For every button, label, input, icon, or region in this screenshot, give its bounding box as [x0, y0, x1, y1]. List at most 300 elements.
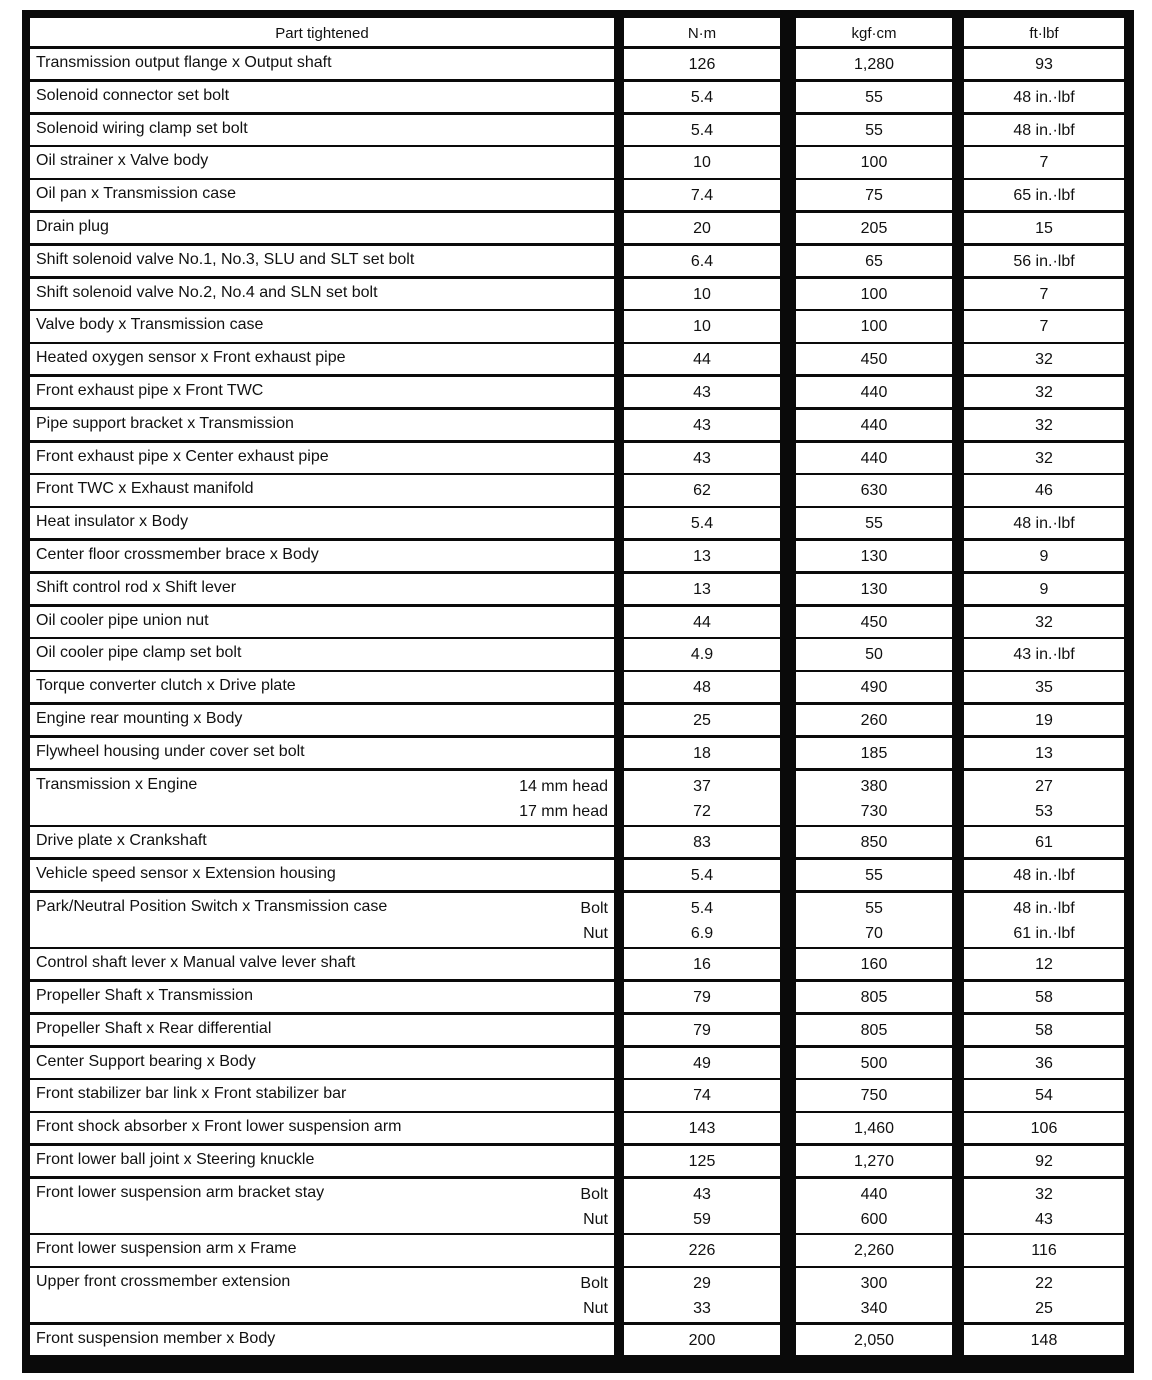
ftlbf-cell [964, 49, 1124, 79]
ftlbf-value: 7 [1039, 318, 1049, 336]
ftlbf-value: 27 [1035, 777, 1053, 795]
nm-cell [624, 1048, 780, 1078]
ftlbf-value: 54 [1035, 1087, 1053, 1105]
part-name: Front exhaust pipe x Center exhaust pipe [36, 447, 329, 465]
part-name: Front lower suspension arm x Frame [36, 1240, 297, 1258]
kgfcm-cell [796, 475, 952, 505]
kgfcm-cell [796, 860, 952, 890]
ftlbf-value: 61 [1035, 834, 1053, 852]
part-name: Torque converter clutch x Drive plate [36, 677, 296, 695]
table-row [22, 1146, 1134, 1176]
part-name: Front TWC x Exhaust manifold [36, 480, 254, 498]
nm-value: 74 [693, 1087, 711, 1105]
kgfcm-cell [796, 1048, 952, 1078]
kgfcm-value: 1,460 [853, 1120, 895, 1138]
kgfcm-value: 300 [860, 1275, 888, 1293]
ftlbf-value: 32 [1035, 1185, 1053, 1203]
kgfcm-cell [796, 1325, 952, 1355]
table-row [22, 1325, 1134, 1355]
kgfcm-value: 1,270 [853, 1153, 895, 1170]
ftlbf-cell [964, 949, 1124, 979]
table-row [22, 949, 1134, 979]
kgfcm-cell [796, 672, 952, 702]
ftlbf-value: 46 [1035, 482, 1053, 500]
nm-value: 43 [693, 384, 711, 401]
ftlbf-cell [964, 180, 1124, 210]
kgfcm-cell [796, 82, 952, 112]
nm-value: 62 [693, 482, 711, 500]
nm-value: 5.4 [690, 515, 714, 533]
part-cell [30, 147, 614, 177]
ftlbf-value: 9 [1039, 580, 1049, 598]
nm-cell [624, 639, 780, 669]
part-cell [30, 180, 614, 210]
part-name: Park/Neutral Position Switch x Transmission case [36, 897, 388, 915]
kgfcm-value: 450 [860, 351, 888, 369]
part-name: Valve body x Transmission case [36, 316, 264, 334]
kgfcm-value: 380 [860, 777, 888, 795]
ftlbf-cell [964, 1179, 1124, 1233]
table-row [22, 1235, 1134, 1265]
ftlbf-value: 22 [1035, 1275, 1053, 1293]
kgfcm-cell [796, 982, 952, 1012]
kgfcm-value: 440 [860, 449, 888, 467]
kgfcm-cell [796, 180, 952, 210]
ftlbf-cell [964, 213, 1124, 243]
nm-value: 10 [693, 285, 711, 303]
part-cell [30, 1015, 614, 1045]
nm-value: 83 [693, 834, 711, 852]
ftlbf-cell [964, 1268, 1124, 1322]
nm-cell [624, 508, 780, 538]
ftlbf-cell [964, 443, 1124, 473]
part-cell [30, 1113, 614, 1143]
ftlbf-value: 43 in.·lbf [1013, 646, 1075, 664]
kgfcm-value: 100 [860, 318, 888, 336]
ftlbf-value: 36 [1035, 1054, 1053, 1072]
kgfcm-value: 805 [860, 1021, 888, 1039]
nm-value: 43 [693, 1185, 711, 1203]
table-row [22, 1080, 1134, 1110]
ftlbf-cell [964, 475, 1124, 505]
part-cell [30, 1235, 614, 1265]
kgfcm-value: 55 [865, 866, 883, 884]
ftlbf-cell [964, 246, 1124, 276]
ftlbf-value: 48 in.·lbf [1013, 899, 1075, 917]
ftlbf-value: 9 [1039, 548, 1049, 565]
part-name: Shift solenoid valve No.2, No.4 and SLN set bolt [36, 283, 378, 301]
header-ftlbf: ft·lbf [964, 18, 1124, 46]
table-row [22, 1268, 1134, 1322]
part-name: Control shaft lever x Manual valve lever shaft [36, 954, 356, 972]
ftlbf-cell [964, 607, 1124, 637]
nm-cell [624, 705, 780, 735]
nm-value: 126 [688, 56, 716, 73]
kgfcm-value: 600 [860, 1210, 888, 1228]
kgfcm-value: 730 [860, 802, 888, 820]
ftlbf-cell [964, 1048, 1124, 1078]
ftlbf-value: 13 [1035, 744, 1053, 762]
nm-value: 79 [693, 1021, 711, 1039]
kgfcm-cell [796, 1146, 952, 1176]
ftlbf-value: 48 in.·lbf [1013, 515, 1075, 533]
part-cell [30, 672, 614, 702]
part-subtype: 17 mm head [519, 802, 608, 820]
table-row [22, 49, 1134, 79]
part-cell [30, 279, 614, 309]
ftlbf-value: 25 [1035, 1300, 1053, 1318]
nm-cell [624, 49, 780, 79]
nm-cell [624, 982, 780, 1012]
table-row [22, 443, 1134, 473]
kgfcm-cell [796, 377, 952, 407]
kgfcm-value: 55 [865, 899, 883, 917]
nm-cell [624, 377, 780, 407]
nm-cell [624, 672, 780, 702]
part-name: Shift solenoid valve No.1, No.3, SLU and SLT set bolt [36, 250, 415, 268]
table-row [22, 147, 1134, 177]
part-name: Oil cooler pipe union nut [36, 611, 209, 629]
nm-cell [624, 1179, 780, 1233]
nm-value: 25 [693, 712, 711, 729]
table-row [22, 1113, 1134, 1143]
kgfcm-value: 630 [860, 482, 888, 500]
table-row [22, 475, 1134, 505]
part-name: Vehicle speed sensor x Extension housing [36, 864, 336, 882]
ftlbf-cell [964, 410, 1124, 440]
ftlbf-value: 58 [1035, 989, 1053, 1006]
ftlbf-value: 116 [1031, 1242, 1057, 1260]
table-row [22, 1048, 1134, 1078]
nm-value: 79 [693, 989, 711, 1006]
ftlbf-value: 58 [1035, 1021, 1053, 1039]
part-cell [30, 705, 614, 735]
ftlbf-value: 65 in.·lbf [1013, 187, 1075, 205]
ftlbf-value: 32 [1035, 384, 1053, 401]
kgfcm-value: 750 [860, 1087, 888, 1105]
nm-value: 4.9 [690, 646, 714, 664]
kgfcm-value: 1,280 [853, 56, 895, 73]
kgfcm-cell [796, 311, 952, 341]
part-cell [30, 738, 614, 768]
nm-value: 200 [688, 1331, 716, 1349]
kgfcm-cell [796, 639, 952, 669]
nm-value: 48 [693, 679, 711, 697]
kgfcm-value: 450 [860, 613, 888, 631]
kgfcm-cell [796, 147, 952, 177]
ftlbf-value: 48 in.·lbf [1013, 866, 1075, 884]
table-row [22, 574, 1134, 604]
nm-cell [624, 771, 780, 825]
ftlbf-cell [964, 982, 1124, 1012]
part-cell [30, 377, 614, 407]
ftlbf-cell [964, 82, 1124, 112]
part-cell [30, 949, 614, 979]
ftlbf-cell [964, 541, 1124, 571]
table-row [22, 311, 1134, 341]
part-name: Front shock absorber x Front lower suspension arm [36, 1118, 402, 1136]
kgfcm-cell [796, 705, 952, 735]
kgfcm-value: 440 [860, 1185, 888, 1203]
kgfcm-cell [796, 1179, 952, 1233]
kgfcm-cell [796, 443, 952, 473]
kgfcm-value: 340 [860, 1300, 888, 1318]
kgfcm-value: 130 [860, 548, 888, 565]
part-name: Transmission output flange x Output shaft [36, 54, 332, 71]
kgfcm-cell [796, 213, 952, 243]
kgfcm-value: 500 [860, 1054, 888, 1072]
part-cell [30, 893, 614, 947]
part-cell [30, 213, 614, 243]
nm-value: 37 [693, 777, 711, 795]
part-name: Front suspension member x Body [36, 1329, 276, 1347]
ftlbf-cell [964, 115, 1124, 145]
nm-cell [624, 1015, 780, 1045]
table-row [22, 344, 1134, 374]
ftlbf-value: 32 [1035, 613, 1053, 631]
kgfcm-cell [796, 49, 952, 79]
nm-value: 16 [693, 956, 711, 974]
nm-value: 10 [693, 318, 711, 336]
ftlbf-value: 48 in.·lbf [1013, 88, 1075, 106]
nm-cell [624, 475, 780, 505]
table-row [22, 115, 1134, 145]
ftlbf-value: 32 [1035, 449, 1053, 467]
ftlbf-cell [964, 508, 1124, 538]
ftlbf-value: 35 [1035, 679, 1053, 697]
table-row [22, 410, 1134, 440]
part-cell [30, 49, 614, 79]
nm-cell [624, 410, 780, 440]
table-row [22, 246, 1134, 276]
table-header [22, 18, 1134, 46]
ftlbf-cell [964, 279, 1124, 309]
ftlbf-cell [964, 574, 1124, 604]
kgfcm-cell [796, 827, 952, 857]
kgfcm-cell [796, 1080, 952, 1110]
part-cell [30, 1146, 614, 1176]
nm-cell [624, 1146, 780, 1176]
ftlbf-value: 56 in.·lbf [1013, 252, 1075, 270]
kgfcm-cell [796, 279, 952, 309]
ftlbf-cell [964, 1113, 1124, 1143]
part-cell [30, 860, 614, 890]
kgfcm-cell [796, 1113, 952, 1143]
nm-cell [624, 893, 780, 947]
part-name: Propeller Shaft x Rear differential [36, 1019, 272, 1037]
kgfcm-cell [796, 344, 952, 374]
kgfcm-cell [796, 607, 952, 637]
table-row [22, 213, 1134, 243]
part-cell [30, 1268, 614, 1322]
nm-cell [624, 1325, 780, 1355]
kgfcm-cell [796, 541, 952, 571]
part-name: Flywheel housing under cover set bolt [36, 742, 305, 760]
ftlbf-value: 32 [1035, 351, 1053, 369]
kgfcm-value: 55 [865, 515, 883, 533]
kgfcm-value: 850 [860, 834, 888, 852]
nm-cell [624, 213, 780, 243]
nm-cell [624, 738, 780, 768]
kgfcm-value: 100 [860, 285, 888, 303]
nm-value: 29 [693, 1275, 711, 1293]
kgfcm-cell [796, 738, 952, 768]
part-name: Drive plate x Crankshaft [36, 832, 207, 850]
nm-value: 44 [693, 613, 711, 631]
part-cell [30, 982, 614, 1012]
table-row [22, 180, 1134, 210]
nm-cell [624, 279, 780, 309]
kgfcm-value: 185 [860, 744, 888, 762]
kgfcm-cell [796, 771, 952, 825]
kgfcm-value: 55 [865, 121, 883, 139]
kgfcm-value: 205 [860, 220, 888, 237]
ftlbf-cell [964, 827, 1124, 857]
nm-value: 125 [688, 1153, 716, 1170]
nm-cell [624, 541, 780, 571]
part-subtype: Nut [583, 1300, 608, 1318]
part-cell [30, 1325, 614, 1355]
part-name: Oil strainer x Valve body [36, 152, 209, 170]
table-row [22, 1015, 1134, 1045]
ftlbf-value: 148 [1030, 1331, 1058, 1349]
part-name: Propeller Shaft x Transmission [36, 987, 253, 1004]
kgfcm-value: 2,260 [853, 1242, 895, 1260]
table-row [22, 82, 1134, 112]
table-row [22, 1179, 1134, 1233]
ftlbf-value: 106 [1030, 1120, 1058, 1138]
part-name: Heated oxygen sensor x Front exhaust pipe [36, 349, 346, 367]
kgfcm-value: 440 [860, 384, 888, 401]
part-name: Pipe support bracket x Transmission [36, 414, 294, 432]
nm-value: 13 [693, 548, 711, 565]
nm-cell [624, 949, 780, 979]
nm-cell [624, 443, 780, 473]
part-cell [30, 1048, 614, 1078]
ftlbf-value: 48 in.·lbf [1013, 121, 1075, 139]
ftlbf-value: 61 in.·lbf [1013, 924, 1075, 942]
ftlbf-value: 53 [1035, 802, 1053, 820]
ftlbf-cell [964, 1235, 1124, 1265]
nm-value: 5.4 [690, 866, 714, 884]
part-name: Heat insulator x Body [36, 513, 189, 531]
nm-cell [624, 607, 780, 637]
part-name: Shift control rod x Shift lever [36, 578, 237, 596]
part-name: Oil pan x Transmission case [36, 185, 237, 203]
ftlbf-cell [964, 860, 1124, 890]
table-row [22, 827, 1134, 857]
table-row [22, 982, 1134, 1012]
ftlbf-cell [964, 893, 1124, 947]
part-cell [30, 771, 614, 825]
ftlbf-cell [964, 738, 1124, 768]
kgfcm-value: 50 [865, 646, 883, 664]
part-cell [30, 1179, 614, 1233]
nm-value: 6.4 [690, 252, 714, 270]
torque-spec-table [22, 10, 1134, 1373]
part-cell [30, 574, 614, 604]
table-row [22, 672, 1134, 702]
nm-value: 43 [693, 416, 711, 434]
nm-value: 59 [693, 1210, 711, 1228]
ftlbf-value: 43 [1035, 1210, 1053, 1228]
ftlbf-cell [964, 705, 1124, 735]
ftlbf-cell [964, 344, 1124, 374]
ftlbf-cell [964, 639, 1124, 669]
kgfcm-cell [796, 115, 952, 145]
kgfcm-value: 65 [865, 252, 883, 270]
header-kgfcm: kgf·cm [796, 18, 952, 46]
part-cell [30, 639, 614, 669]
nm-value: 6.9 [690, 924, 714, 942]
ftlbf-value: 92 [1035, 1153, 1053, 1170]
kgfcm-cell [796, 1235, 952, 1265]
nm-value: 226 [688, 1242, 716, 1260]
table-row [22, 705, 1134, 735]
part-name: Front lower ball joint x Steering knuckle [36, 1151, 315, 1168]
table-row [22, 639, 1134, 669]
nm-cell [624, 860, 780, 890]
part-subtype: 14 mm head [519, 777, 608, 795]
nm-value: 33 [693, 1300, 711, 1318]
part-name: Solenoid wiring clamp set bolt [36, 119, 248, 137]
ftlbf-cell [964, 1015, 1124, 1045]
part-name: Upper front crossmember extension [36, 1273, 291, 1291]
kgfcm-value: 160 [860, 956, 888, 974]
kgfcm-value: 130 [860, 580, 888, 598]
nm-cell [624, 147, 780, 177]
part-name: Center Support bearing x Body [36, 1052, 256, 1070]
table-row [22, 893, 1134, 947]
table-row [22, 738, 1134, 768]
part-cell [30, 607, 614, 637]
ftlbf-cell [964, 147, 1124, 177]
kgfcm-value: 55 [865, 88, 883, 106]
part-cell [30, 827, 614, 857]
nm-value: 5.4 [690, 88, 714, 106]
ftlbf-value: 15 [1035, 220, 1053, 237]
part-subtype: Nut [583, 1210, 608, 1228]
table-row [22, 607, 1134, 637]
nm-value: 72 [693, 802, 711, 820]
nm-cell [624, 1113, 780, 1143]
kgfcm-cell [796, 410, 952, 440]
ftlbf-cell [964, 1146, 1124, 1176]
kgfcm-value: 100 [860, 154, 888, 172]
kgfcm-value: 440 [860, 416, 888, 434]
part-name: Engine rear mounting x Body [36, 710, 243, 727]
nm-value: 20 [693, 220, 711, 237]
kgfcm-value: 70 [865, 924, 883, 942]
part-name: Drain plug [36, 218, 109, 235]
ftlbf-value: 7 [1039, 285, 1049, 303]
part-cell [30, 82, 614, 112]
ftlbf-value: 32 [1035, 416, 1053, 434]
part-cell [30, 541, 614, 571]
nm-value: 43 [693, 449, 711, 467]
ftlbf-value: 93 [1035, 56, 1053, 73]
table-row [22, 377, 1134, 407]
kgfcm-value: 260 [860, 712, 888, 729]
part-name: Center floor crossmember brace x Body [36, 546, 319, 563]
nm-cell [624, 1080, 780, 1110]
part-subtype: Bolt [580, 1185, 608, 1203]
part-name: Transmission x Engine [36, 775, 198, 793]
part-cell [30, 311, 614, 341]
nm-cell [624, 1235, 780, 1265]
kgfcm-cell [796, 246, 952, 276]
part-name: Front lower suspension arm bracket stay [36, 1183, 325, 1201]
